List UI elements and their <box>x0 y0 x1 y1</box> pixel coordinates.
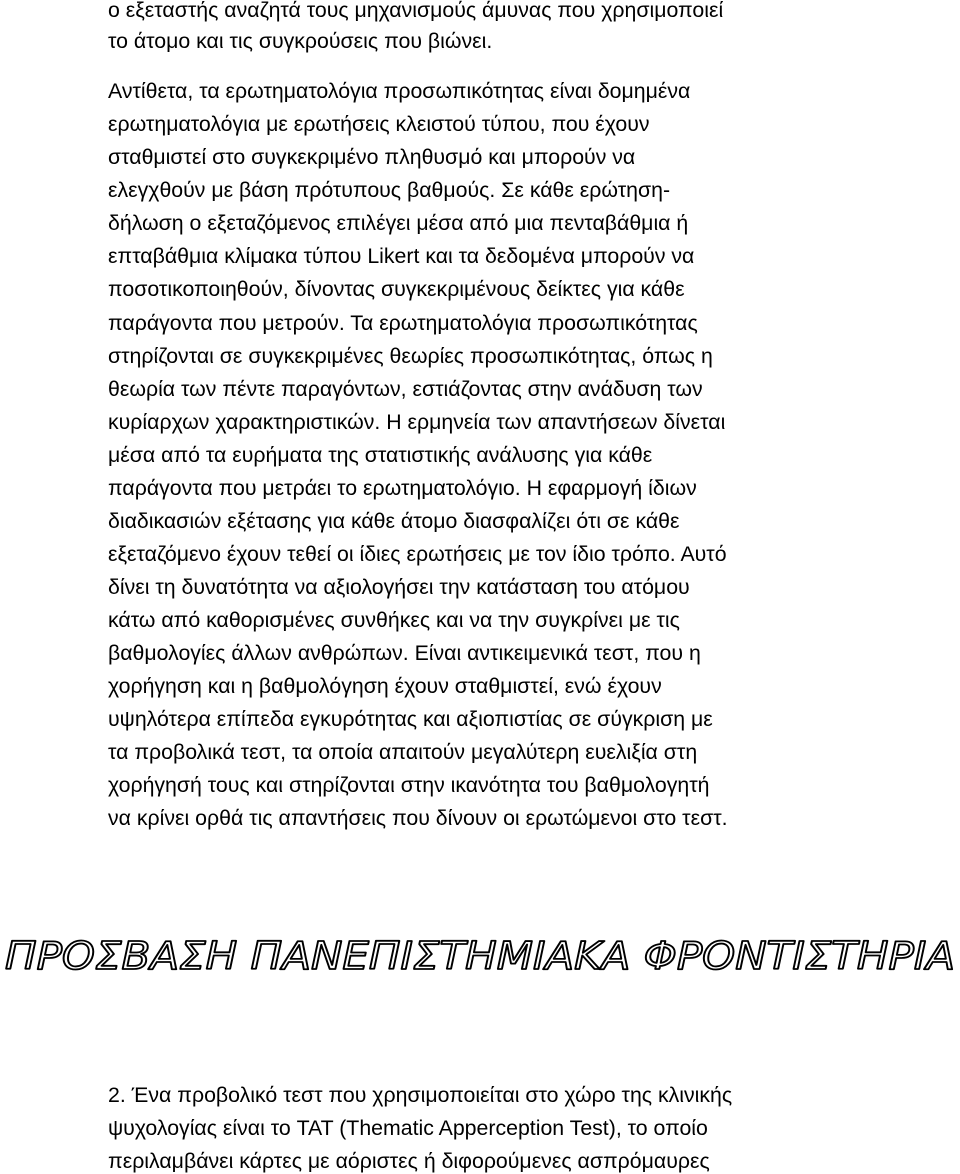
text-line: κάτω από καθορισμένες συνθήκες και να την συγκρίνει με τις <box>108 608 680 632</box>
text-line: υψηλότερα επίπεδα εγκυρότητας και αξιοπιστίας σε σύγκριση με <box>108 707 713 731</box>
text-line: παράγοντα που μετράει το ερωτηματολόγιο. Η εφαρμογή ίδιων <box>108 476 697 500</box>
banner-text: ΠΡΟΣΒΑΣΗ ΠΑΝΕΠΙΣΤΗΜΙΑΚΑ ΦΡΟΝΤΙΣΤΗΡΙΑ <box>5 934 955 978</box>
text-line: Αντίθετα, τα ερωτηματολόγια προσωπικότητας είναι δομημένα <box>108 79 691 103</box>
text-line: εξεταζόμενο έχουν τεθεί οι ίδιες ερωτήσεις με τον ίδιο τρόπο. Αυτό <box>108 542 727 566</box>
text-line: θεωρία των πέντε παραγόντων, εστιάζοντας στην ανάδυση των <box>108 377 703 401</box>
text-line: ελεγχθούν με βάση πρότυπους βαθμούς. Σε κάθε ερώτηση- <box>108 178 671 202</box>
text-line: στηρίζονται σε συγκεκριμένες θεωρίες προσωπικότητας, όπως η <box>108 344 713 368</box>
text-line: να κρίνει ορθά τις απαντήσεις που δίνουν οι ερωτώμενοι στο τεστ. <box>108 806 728 830</box>
text-line: βαθμολογίες άλλων ανθρώπων. Είναι αντικειμενικά τεστ, που η <box>108 641 701 665</box>
text-line: το άτομο και τις συγκρούσεις που βιώνει. <box>108 29 493 53</box>
text-line: χορήγηση και η βαθμολόγηση έχουν σταθμιστεί, ενώ έχουν <box>108 674 662 698</box>
text-line: περιλαμβάνει κάρτες με αόριστες ή διφορούμενες ασπρόμαυρες <box>108 1149 710 1173</box>
text-line: κυρίαρχων χαρακτηριστικών. Η ερμηνεία των απαντήσεων δίνεται <box>108 410 726 434</box>
text-line: ερωτηματολόγια με ερωτήσεις κλειστού τύπου, που έχουν <box>108 112 650 136</box>
text-line: ψυχολογίας είναι το TAT (Thematic Apperception Test), το οποίο <box>108 1116 708 1140</box>
text-line: διαδικασιών εξέτασης για κάθε άτομο διασφαλίζει ότι σε κάθε <box>108 509 680 533</box>
text-line: χορήγησή τους και στηρίζονται στην ικανότητα του βαθμολογητή <box>108 773 710 797</box>
text-line: παράγοντα που μετρούν. Τα ερωτηματολόγια προσωπικότητας <box>108 311 698 335</box>
text-line: ο εξεταστής αναζητά τους μηχανισμούς άμυνας που χρησιμοποιεί <box>108 0 724 22</box>
text-line: τα προβολικά τεστ, τα οποία απαιτούν μεγαλύτερη ευελιξία στη <box>108 740 698 764</box>
text-line: δήλωση ο εξεταζόμενος επιλέγει μέσα από μια πενταβάθμια ή <box>108 211 689 235</box>
watermark-banner <box>0 927 960 987</box>
text-line: επταβάθμια κλίμακα τύπου Likert και τα δεδομένα μπορούν να <box>108 244 695 268</box>
text-line: μέσα από τα ευρήματα της στατιστικής ανάλυσης για κάθε <box>108 443 653 467</box>
text-line: σταθμιστεί στο συγκεκριμένο πληθυσμό και μπορούν να <box>108 145 636 169</box>
text-line: δίνει τη δυνατότητα να αξιολογήσει την κατάσταση του ατόμου <box>108 575 690 599</box>
text-line: 2. Ένα προβολικό τεστ που χρησιμοποιείται στο χώρο της κλινικής <box>108 1083 733 1107</box>
text-line: ποσοτικοποιηθούν, δίνοντας συγκεκριμένους δείκτες για κάθε <box>108 277 685 301</box>
